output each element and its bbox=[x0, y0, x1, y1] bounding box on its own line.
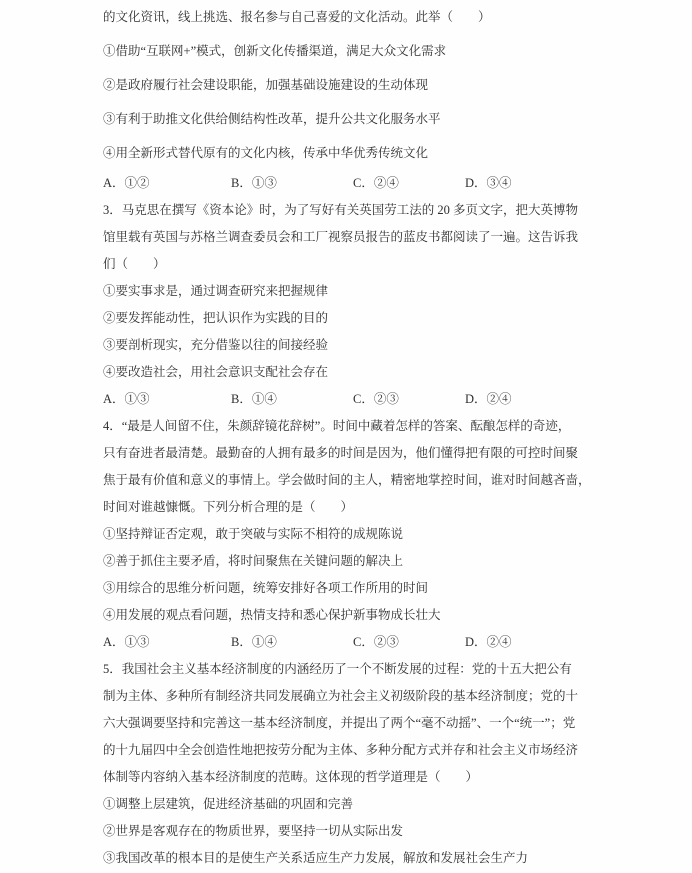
answer-option: C．②④ bbox=[353, 176, 399, 190]
answer-option: B．①④ bbox=[231, 392, 277, 406]
text-line: 们（ ） bbox=[103, 257, 166, 271]
text-line: ②是政府履行社会建设职能，加强基础设施建设的生动体现 bbox=[103, 78, 429, 92]
answer-option: A．①② bbox=[103, 176, 150, 190]
text-line: 3．马克思在撰写《资本论》时，为了写好有关英国劳工法的 20 多页文字，把大英博物 bbox=[103, 203, 579, 217]
answer-option: D．③④ bbox=[465, 176, 512, 190]
text-line: 的十九届四中全会创造性地把按劳分配为主体、多种分配方式并存和社会主义市场经济 bbox=[103, 743, 579, 757]
answer-option: D．②④ bbox=[465, 635, 512, 649]
text-line: 的文化资讯，线上挑选、报名参与自己喜爱的文化活动。此举（ ） bbox=[103, 10, 491, 24]
answer-option: A．①③ bbox=[103, 635, 150, 649]
text-line: 时间对谁越慷慨。下列分析合理的是（ ） bbox=[103, 500, 354, 514]
text-line: ①坚持辩证否定观，敢于突破与实际不相符的成规陈说 bbox=[103, 527, 404, 541]
text-line: 馆里载有英国与苏格兰调查委员会和工厂视察员报告的蓝皮书都阅读了一遍。这告诉我 bbox=[103, 230, 579, 244]
text-line: ①调整上层建筑，促进经济基础的巩固和完善 bbox=[103, 797, 354, 811]
text-line: 体制等内容纳入基本经济制度的范畴。这体现的哲学道理是（ ） bbox=[103, 770, 479, 784]
text-line: 只有奋进者最清楚。最勤奋的人拥有最多的时间是因为，他们懂得把有限的可控时间聚 bbox=[103, 446, 579, 460]
answer-option: B．①④ bbox=[231, 635, 277, 649]
answer-options-row bbox=[103, 386, 682, 413]
text-line: ④要改造社会，用社会意识支配社会存在 bbox=[103, 365, 329, 379]
text-line: 焦于最有价值和意义的事情上。学会做时间的主人，精密地掌控时间，谁对时间越吝啬， bbox=[103, 473, 591, 487]
text-line: 六大强调要坚持和完善这一基本经济制度，并提出了两个“毫不动摇”、一个“统一”；党 bbox=[103, 716, 576, 730]
text-line: ③有利于助推文化供给侧结构性改革，提升公共文化服务水平 bbox=[103, 112, 441, 126]
text-line: ②世界是客观存在的物质世界，要坚持一切从实际出发 bbox=[103, 824, 404, 838]
text-line: ①要实事求是，通过调查研究来把握规律 bbox=[103, 284, 329, 298]
text-line: ③我国改革的根本目的是使生产关系适应生产力发展，解放和发展社会生产力 bbox=[103, 851, 529, 865]
text-line: ④用发展的观点看问题，热情支持和悉心保护新事物成长壮大 bbox=[103, 608, 441, 622]
answer-option: A．①③ bbox=[103, 392, 150, 406]
text-line: ④用全新形式替代原有的文化内核，传承中华优秀传统文化 bbox=[103, 146, 429, 160]
text-line: 制为主体、多种所有制经济共同发展确立为社会主义初级阶段的基本经济制度；党的十 bbox=[103, 689, 579, 703]
text-line: ②善于抓住主要矛盾，将时间聚焦在关键问题的解决上 bbox=[103, 554, 404, 568]
text-line: ②要发挥能动性，把认识作为实践的目的 bbox=[103, 311, 329, 325]
answer-option: B．①③ bbox=[231, 176, 277, 190]
answer-options-row bbox=[103, 170, 682, 197]
answer-option: D．②④ bbox=[465, 392, 512, 406]
text-line: ③要剖析现实，充分借鉴以往的间接经验 bbox=[103, 338, 329, 352]
text-line: 5．我国社会主义基本经济制度的内涵经历了一个不断发展的过程：党的十五大把公有 bbox=[103, 662, 572, 676]
text-line: ③用综合的思维分析问题，统筹安排好各项工作所用的时间 bbox=[103, 581, 429, 595]
answer-options-row bbox=[103, 629, 682, 656]
answer-option: C．②③ bbox=[353, 635, 399, 649]
text-line: ①借助“互联网+”模式，创新文化传播渠道，满足大众文化需求 bbox=[103, 44, 447, 58]
text-line: 4．“最是人间留不住，朱颜辞镜花辞树”。时间中藏着怎样的答案、酝酿怎样的奇迹， bbox=[103, 419, 571, 433]
answer-option: C．②③ bbox=[353, 392, 399, 406]
